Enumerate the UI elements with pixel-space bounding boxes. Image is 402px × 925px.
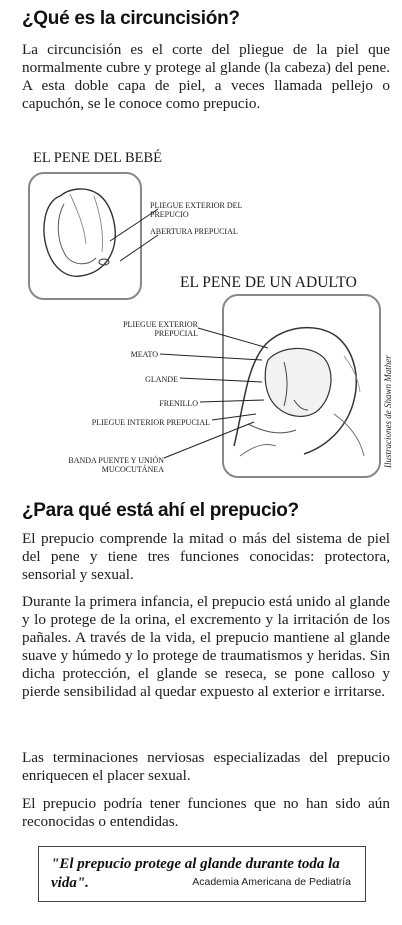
quote-source: Academia Americana de Pediatría	[192, 876, 351, 888]
quote-box	[38, 846, 366, 902]
paragraph-protection: Durante la primera infancia, el prepucio está unido al glande y lo protege de la orina, el excremento y la irritación de los pañales. A través de la vida, el prepucio mantiene al glande suave y húmedo y lo protege de traumatismos y heridas. Sin dicha protección, el glande se reseca, se pone calloso y pierde sensibilidad al quedar expuesto al exterior e irritarse.	[22, 593, 390, 700]
intro-paragraph: La circuncisión es el corte del pliegue de la piel que normalmente cubre y protege al glande (la cabeza) del pene. A esta doble capa de piel, a veces llamada pellejo o capuchón, se le conoce como prepucio.	[22, 41, 390, 112]
label-preputial-opening: ABERTURA PREPUCIAL	[150, 227, 238, 236]
adult-figure-caption: EL PENE DE UN ADULTO	[180, 274, 357, 291]
label-frenulum: FRENILLO	[159, 399, 198, 408]
section-heading-circumcision: ¿Qué es la circuncisión?	[22, 8, 240, 29]
adult-leader-lines	[150, 320, 270, 460]
baby-figure-caption: EL PENE DEL BEBÉ	[33, 150, 163, 166]
label-inner-preputial-fold: PLIEGUE INTERIOR PREPUCIAL	[91, 418, 210, 427]
quote-text: "El prepucio protege al glande durante toda la vida".	[51, 856, 340, 891]
label-glans: GLANDE	[145, 375, 178, 384]
section-heading-foreskin-purpose: ¿Para qué está ahí el prepucio?	[22, 500, 299, 521]
label-outer-preputial-fold: PLIEGUE EXTERIOR PREPUCIAL	[123, 320, 198, 338]
paragraph-unknown-functions: El prepucio podría tener funciones que no han sido aún reconocidas o entendidas.	[22, 795, 390, 830]
label-ridged-band: BANDA PUENTE Y UNIÓN MUCOCUTÁNEA	[68, 456, 164, 474]
paragraph-nerve-endings: Las terminaciones nerviosas especializadas del prepucio enriquecen el placer sexual.	[22, 749, 390, 784]
illustration-credit: Ilustraciones de Shawn Mather	[383, 355, 393, 468]
paragraph-functions: El prepucio comprende la mitad o más del sistema de piel del pene y tiene tres funciones conocidas: protectora, sensorial y sexual.	[22, 530, 390, 583]
label-outer-fold: PLIEGUE EXTERIOR DEL PREPUCIO	[150, 201, 243, 219]
label-meatus: MEATO	[130, 350, 158, 359]
